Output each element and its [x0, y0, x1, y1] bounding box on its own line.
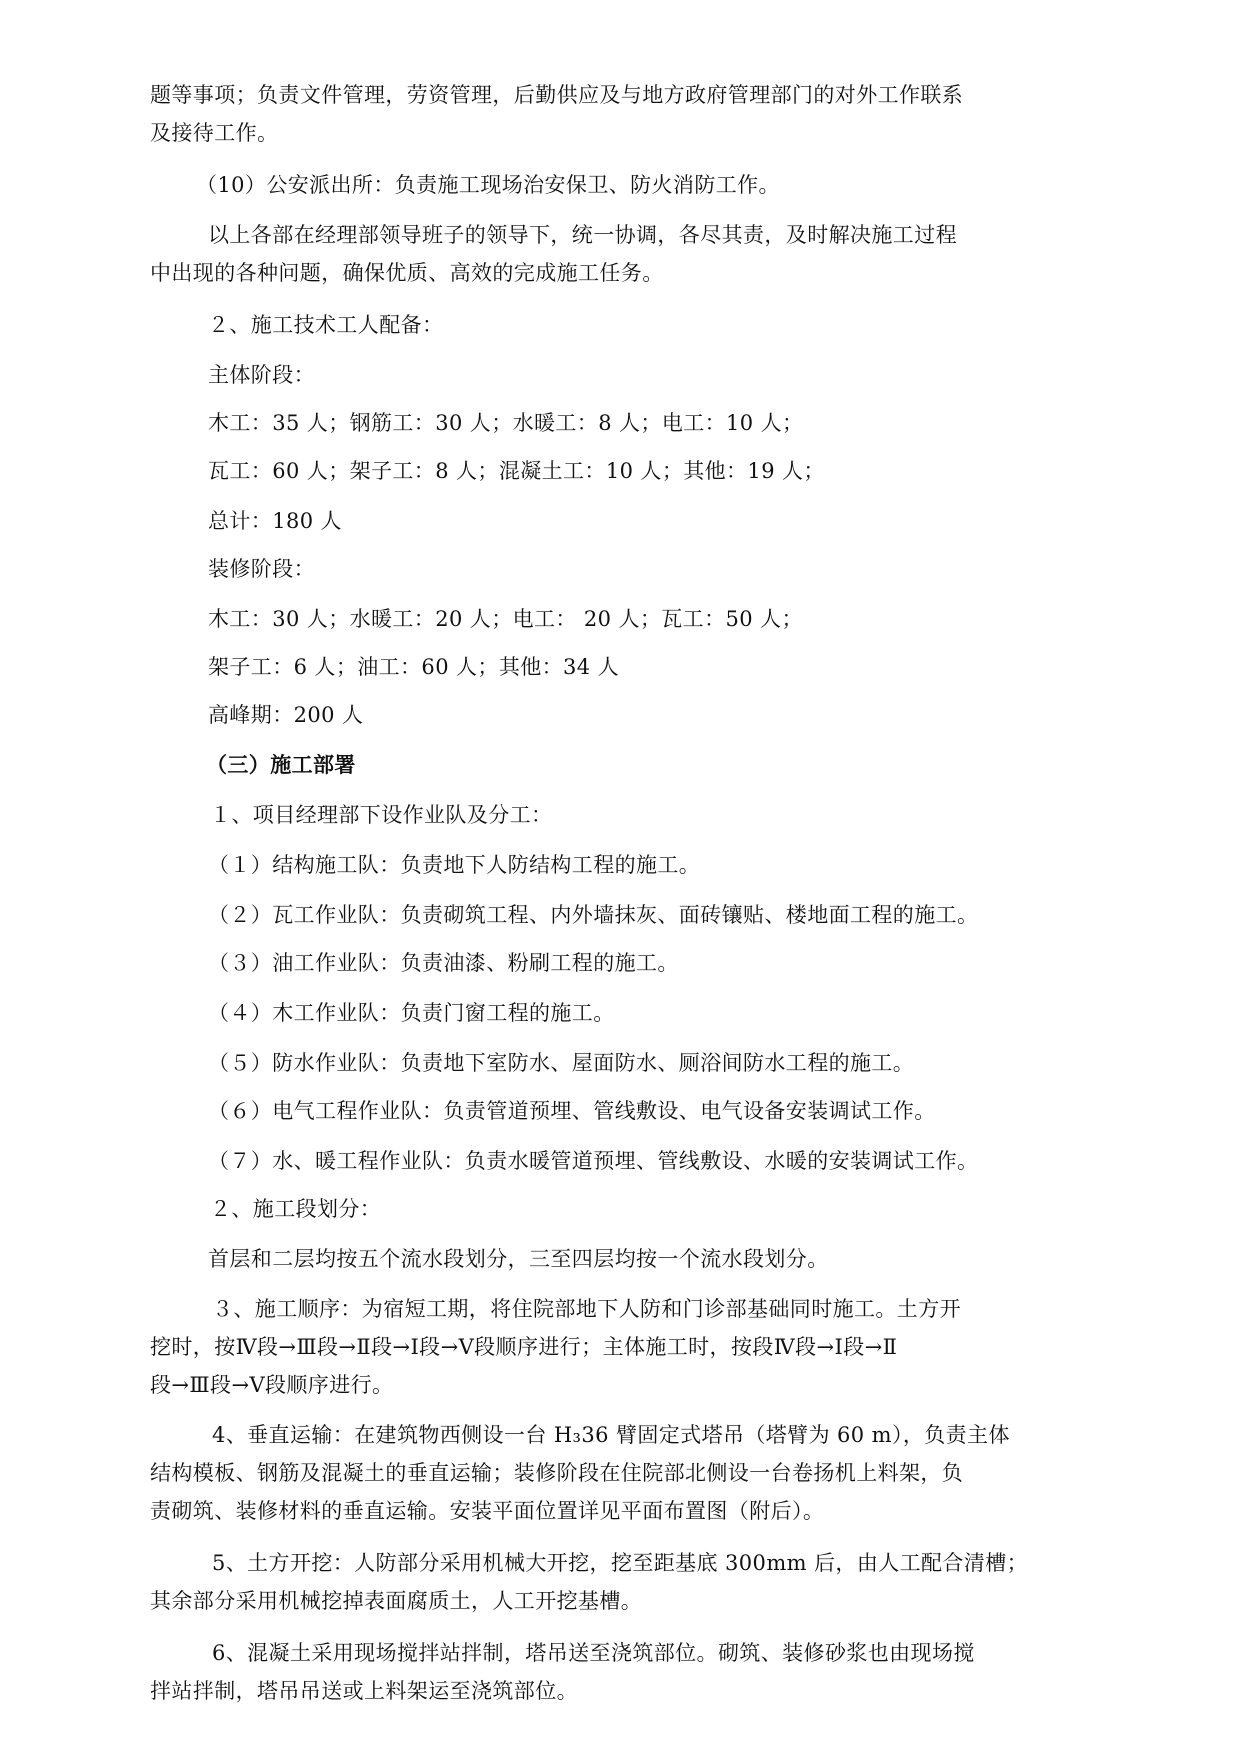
- text-line: 装修阶段：: [208, 557, 315, 581]
- text-line: 其余部分采用机械挖掉表面腐质土，人工开挖基槽。: [150, 1589, 643, 1613]
- text-line: （４）木工作业队：负责门窗工程的施工。: [208, 1001, 615, 1025]
- text-line: （６）电气工程作业队：负责管道预埋、管线敷设、电气设备安装调试工作。: [208, 1099, 936, 1123]
- text-line: 以上各部在经理部领导班子的领导下，统一协调，各尽其责，及时解决施工过程: [208, 223, 957, 247]
- text-line: 首层和二层均按五个流水段划分，三至四层均按一个流水段划分。: [208, 1247, 829, 1271]
- text-line: 木工：35 人；钢筋工：30 人；水暖工：8 人；电工：10 人；: [208, 411, 804, 435]
- text-line: 总计：180 人: [208, 509, 342, 533]
- text-line: 主体阶段：: [208, 363, 315, 387]
- text-line: 中出现的各种问题，确保优质、高效的完成施工任务。: [150, 261, 664, 285]
- text-line: 4、垂直运输：在建筑物西侧设一台 H₃36 臂固定式塔吊（塔臂为 60 m），负责主体: [212, 1423, 1010, 1447]
- text-line: ２、施工技术工人配备：: [208, 313, 444, 337]
- text-line: 及接待工作。: [150, 121, 279, 145]
- text-line: （５）防水作业队：负责地下室防水、屋面防水、厕浴间防水工程的施工。: [208, 1051, 915, 1075]
- text-line: 结构模板、钢筋及混凝土的垂直运输；装修阶段在住院部北侧设一台卷扬机上料架，负: [150, 1461, 964, 1485]
- text-line: （７）水、暖工程作业队：负责水暖管道预埋、管线敷设、水暖的安装调试工作。: [208, 1149, 979, 1173]
- text-line: 架子工：6 人；油工：60 人；其他：34 人: [208, 655, 620, 679]
- text-line: 题等事项；负责文件管理，劳资管理，后勤供应及与地方政府管理部门的对外工作联系: [150, 83, 964, 107]
- text-line: （10）公安派出所：负责施工现场治安保卫、防火消防工作。: [196, 173, 780, 197]
- section-heading: （三）施工部署: [206, 752, 356, 777]
- text-line: 高峰期：200 人: [208, 703, 364, 727]
- text-line: （１）结构施工队：负责地下人防结构工程的施工。: [208, 853, 701, 877]
- text-line: 挖时，按Ⅳ段→Ⅲ段→Ⅱ段→Ⅰ段→Ⅴ段顺序进行；主体施工时，按段Ⅳ段→Ⅰ段→Ⅱ: [150, 1335, 898, 1359]
- text-line: 责砌筑、装修材料的垂直运输。安装平面位置详见平面布置图（附后）。: [150, 1499, 825, 1523]
- text-line: 拌站拌制，塔吊吊送或上料架运至浇筑部位。: [150, 1679, 578, 1703]
- text-line: 段→Ⅲ段→Ⅴ段顺序进行。: [150, 1373, 394, 1397]
- text-line: ３、施工顺序：为宿短工期，将住院部地下人防和门诊部基础同时施工。土方开: [212, 1297, 961, 1321]
- text-line: 5、土方开挖：人防部分采用机械大开挖，挖至距基底 300mm 后，由人工配合清槽；: [212, 1551, 1029, 1575]
- text-line: （３）油工作业队：负责油漆、粉刷工程的施工。: [208, 951, 679, 975]
- text-line: １、项目经理部下设作业队及分工：: [210, 803, 553, 827]
- text-line: 瓦工：60 人；架子工：8 人；混凝土工：10 人；其他：19 人；: [208, 459, 825, 483]
- text-line: （２）瓦工作业队：负责砌筑工程、内外墙抹灰、面砖镶贴、楼地面工程的施工。: [208, 903, 979, 927]
- text-line: 木工：30 人；水暖工：20 人；电工： 20 人；瓦工：50 人；: [208, 607, 803, 631]
- text-line: 6、混凝土采用现场搅拌站拌制，塔吊送至浇筑部位。砌筑、装修砂浆也由现场搅: [212, 1641, 975, 1665]
- text-line: ２、施工段划分：: [210, 1197, 382, 1221]
